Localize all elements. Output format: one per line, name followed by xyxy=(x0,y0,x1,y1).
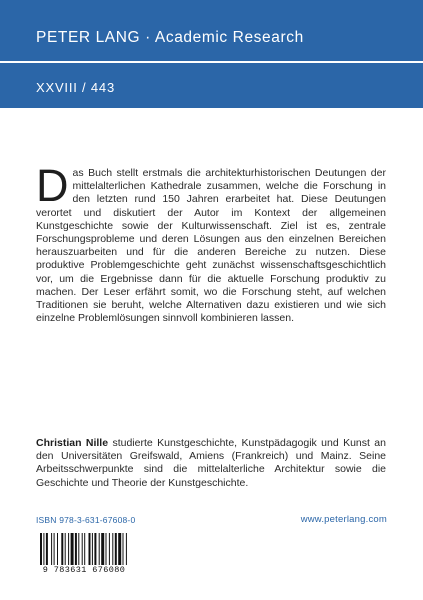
author-bio-text: studierte Kunstgeschichte, Kunstpädagogik und Kunst an den Universitäten Greifswald, Amiens (Frankreich) und Mainz. Seine Arbeitsschwerpunkte sind die mittelalterliche Architektur sowie die Geschichte und Theorie der Kunstgeschichte. xyxy=(36,437,386,489)
barcode xyxy=(34,531,134,577)
author-bio xyxy=(36,437,386,490)
book-description xyxy=(36,160,386,325)
series-number: XXVIII / 443 xyxy=(36,80,115,95)
barcode-digits: 9 783631 676080 xyxy=(42,565,126,575)
series-band xyxy=(0,63,423,108)
isbn: ISBN 978-3-631-67608-0 xyxy=(36,515,136,525)
publisher-website-link[interactable]: www.peterlang.com xyxy=(300,514,387,525)
drop-cap: D xyxy=(36,160,69,211)
barcode-icon xyxy=(40,533,128,565)
publisher-name: PETER LANG · Academic Research xyxy=(36,29,304,46)
description-text: as Buch stellt erstmals die architekturhistorischen Deutungen der mittelalterlichen Kathedrale zusammen, welche die Forschung in den letzten rund 150 Jahren erarbeitet hat. Diese Deutungen verortet und diskutiert der Autor im Kontext der allgemeinen Kunstgeschichte sowie der Kulturwissenschaft. Ziel ist es, zentrale Forschungsprobleme und deren Lösungen aus den einzelnen Bereichen herauszuarbeiten und für die anderen Bereiche zu nutzen. Diese produktive Problemgeschichte geht zunächst wissenschaftsgeschichtlich vor, um die Ergebnisse dann für die aktuelle Forschung produktiv zu machen. Der Leser erfährt somit, wo die Forschung steht, auf welchen Traditionen sie beruht, welche Alternativen dazu existieren und wie sich einzelne Problemlösungen sinnvoll kombinieren lassen. xyxy=(36,167,386,325)
publisher-header-band xyxy=(0,0,423,61)
author-name: Christian Nille xyxy=(36,437,109,449)
